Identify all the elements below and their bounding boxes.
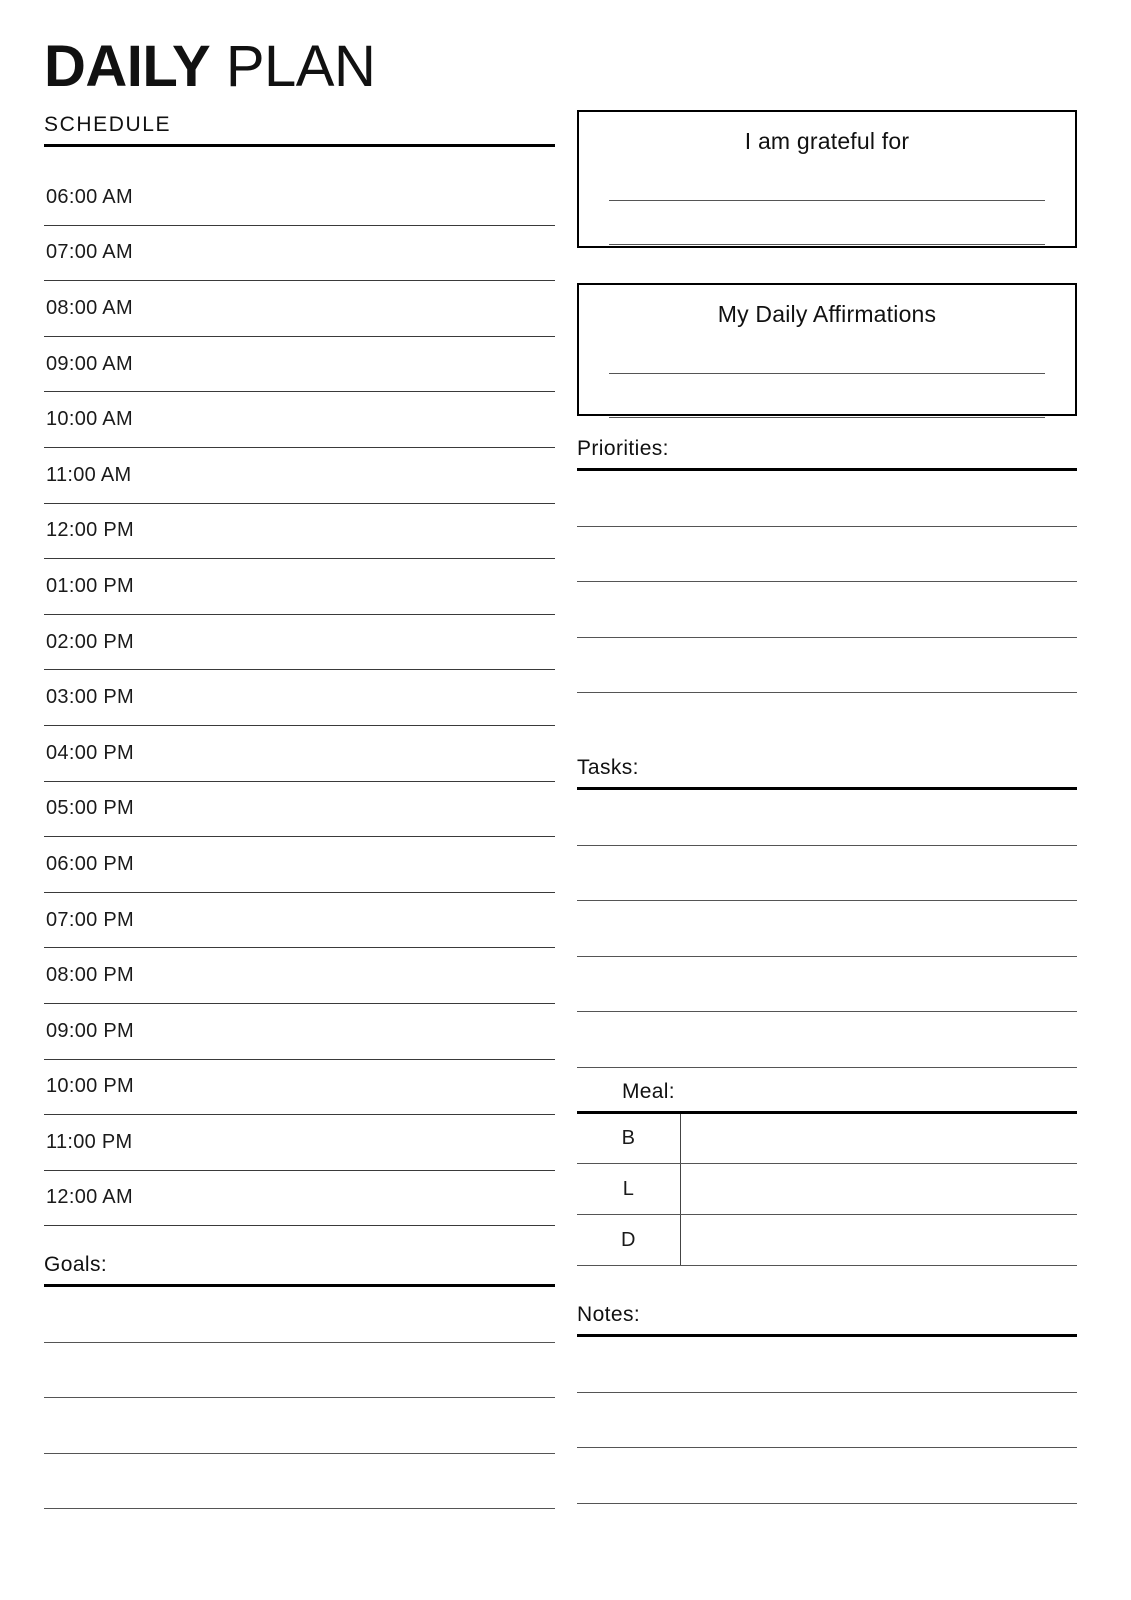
goals-write-line[interactable] [44,1454,555,1510]
affirmations-write-line[interactable] [609,328,1045,374]
schedule-time-label: 03:00 PM [46,686,135,709]
meal-row [577,1215,1077,1266]
schedule-time-label: 04:00 PM [46,741,135,764]
schedule-row[interactable] [44,615,555,671]
priorities-lines [577,471,1077,693]
page-title [44,36,375,98]
schedule-time-label: 12:00 PM [46,519,135,542]
tasks-heading: Tasks: [577,756,639,779]
schedule-heading-rule [44,144,555,147]
page-title-bold: DAILY [44,34,211,99]
schedule-row[interactable] [44,392,555,448]
schedule-time-label: 05:00 PM [46,797,135,820]
schedule-row[interactable] [44,337,555,393]
meal-row-key: L [577,1164,680,1215]
notes-lines [577,1337,1077,1504]
notes-write-line[interactable] [577,1393,1077,1449]
priorities-write-line[interactable] [577,638,1077,694]
affirmations-lines [579,328,1075,418]
meal-row-key: D [577,1215,680,1266]
schedule-time-label: 07:00 PM [46,908,135,931]
priorities-heading: Priorities: [577,437,669,460]
tasks-write-line[interactable] [577,901,1077,957]
schedule-time-label: 11:00 PM [46,1130,133,1153]
grateful-title: I am grateful for [744,128,910,154]
notes-write-line[interactable] [577,1337,1077,1393]
grateful-write-line[interactable] [609,155,1045,201]
meal-row-key: B [577,1113,680,1164]
page-title-light [210,34,226,99]
affirmations-write-line[interactable] [609,374,1045,418]
goals-heading: Goals: [44,1253,108,1276]
meal-row [577,1113,1077,1164]
affirmations-title: My Daily Affirmations [717,301,937,327]
goals-lines [44,1287,555,1509]
notes-write-line[interactable] [577,1448,1077,1504]
meal-row-value[interactable] [680,1164,1077,1215]
schedule-row[interactable] [44,726,555,782]
schedule-row[interactable] [44,1115,555,1171]
goals-write-line[interactable] [44,1343,555,1399]
schedule-heading: SCHEDULE [44,113,172,136]
schedule-time-label: 09:00 PM [46,1019,135,1042]
schedule-time-label: 06:00 AM [46,185,133,208]
goals-section [44,1252,555,1509]
schedule-time-label: 07:00 AM [46,241,133,264]
schedule-row[interactable] [44,782,555,838]
schedule-time-label: 09:00 AM [46,352,133,375]
goals-write-line[interactable] [44,1287,555,1343]
grateful-lines [579,155,1075,245]
priorities-section [577,436,1077,693]
affirmations-box [577,283,1077,416]
schedule-row[interactable] [44,559,555,615]
schedule-time-label: 12:00 AM [46,1186,133,1209]
schedule-row[interactable] [44,504,555,560]
meal-section [577,1080,1077,1266]
schedule-row[interactable] [44,226,555,282]
schedule-row[interactable] [44,1171,555,1227]
grateful-write-line[interactable] [609,201,1045,245]
schedule-time-label: 10:00 PM [46,1075,135,1098]
schedule-row[interactable] [44,281,555,337]
schedule-row[interactable] [44,170,555,226]
schedule-row[interactable] [44,1004,555,1060]
grateful-box [577,110,1077,248]
goals-write-line[interactable] [44,1398,555,1454]
tasks-write-line[interactable] [577,1012,1077,1068]
meal-row-value[interactable] [680,1113,1077,1164]
tasks-write-line[interactable] [577,790,1077,846]
page-title-light-word: PLAN [225,34,376,99]
meal-row [577,1164,1077,1215]
schedule-row[interactable] [44,1060,555,1116]
schedule-time-label: 10:00 AM [46,408,133,431]
schedule-row[interactable] [44,837,555,893]
priorities-write-line[interactable] [577,471,1077,527]
tasks-section [577,755,1077,1068]
notes-section [577,1302,1077,1504]
meal-row-value[interactable] [680,1215,1077,1266]
schedule-time-label: 11:00 AM [46,463,132,486]
priorities-write-line[interactable] [577,527,1077,583]
tasks-write-line[interactable] [577,957,1077,1013]
meal-heading: Meal: [622,1080,675,1103]
schedule-row[interactable] [44,448,555,504]
schedule-time-label: 08:00 PM [46,964,135,987]
schedule-time-label: 02:00 PM [46,630,135,653]
schedule-row[interactable] [44,893,555,949]
tasks-write-line[interactable] [577,846,1077,902]
meal-table [577,1111,1077,1266]
schedule-time-label: 01:00 PM [46,574,135,597]
schedule-time-label: 08:00 AM [46,296,133,319]
schedule-time-label: 06:00 PM [46,852,135,875]
notes-heading: Notes: [577,1303,641,1326]
tasks-lines [577,790,1077,1068]
priorities-write-line[interactable] [577,582,1077,638]
schedule-heading-group [44,112,555,147]
schedule-row[interactable] [44,670,555,726]
schedule-row[interactable] [44,948,555,1004]
schedule-list [44,170,555,1226]
